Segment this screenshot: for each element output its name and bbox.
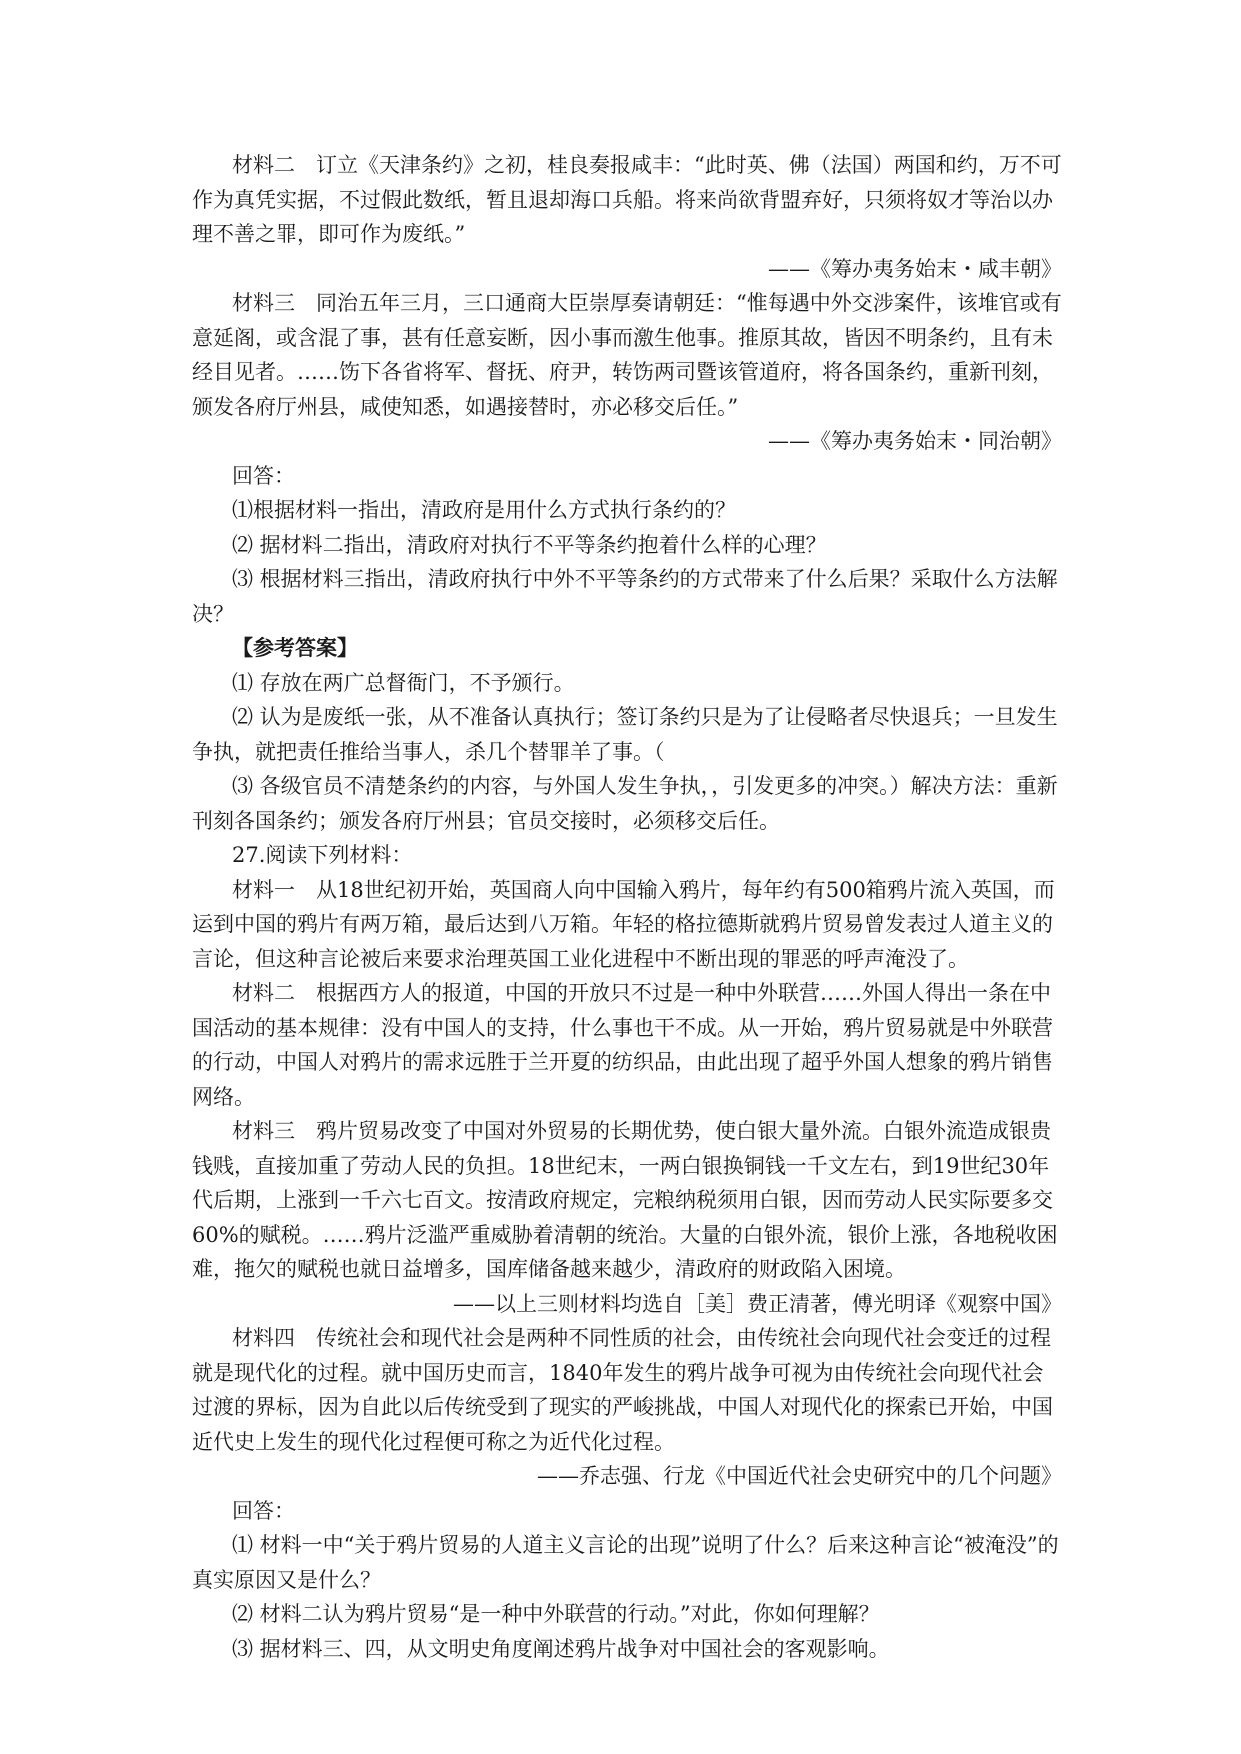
question-3: ⑶ 根据材料三指出，清政府执行中外不平等条约的方式带来了什么后果？采取什么方法解决？ [192,567,1058,626]
answer-3: ⑶ 各级官员不清楚条约的内容，与外国人发生争执，，引发更多的冲突。）解决方法：重新刊刻各国条约；颁发各府厅州县；官员交接时，必须移交后任。 [192,774,1058,833]
answer-1: ⑴ 存放在两广总督衙门，不予颁行。 [232,670,575,695]
answer-prompt: 回答： [232,463,295,488]
question-3: ⑶ 据材料三、四，从文明史角度阐述鸦片战争对中国社会的客观影响。 [232,1636,890,1661]
question-27-heading: 27.阅读下列材料： [232,843,413,867]
source-citation: ——《筹办夷务始末・同治朝》 [768,429,1062,453]
question-2: ⑵ 据材料二指出，清政府对执行不平等条约抱着什么样的心理？ [232,532,827,557]
answer-prompt: 回答： [232,1498,295,1523]
answer-2: ⑵ 认为是废纸一张，从不准备认真执行；签订条约只是为了让侵略者尽快退兵；一旦发生争执，就把责任推给当事人，杀几个替罪羊了事。（ [192,705,1058,764]
material-3-silver-paragraph: 材料三 鸦片贸易改变了中国对外贸易的长期优势，使白银大量外流。白银外流造成银贵钱贱，直接加重了劳动人民的负担。18世纪末，一两白银换铜钱一千文左右，到19世纪30年代后期，上涨到一千六七百文。按清政府规定，完粮纳税须用白银，因而劳动人民实际要多交60%的赋税。……鸦片泛滥严重威胁着清朝的统治。大量的白银外流，银价上涨，各地税收困难，拖欠的赋税也就日益增多，国库储备越来越少，清政府的财政陷入困境。 [192,1119,1058,1281]
material-4-modernization-paragraph: 材料四 传统社会和现代社会是两种不同性质的社会，由传统社会向现代社会变迁的过程就是现代化的过程。就中国历史而言，1840年发生的鸦片战争可视为由传统社会向现代社会过渡的界标，因为自此以后传统受到了现实的严峻挑战，中国人对现代化的探索已开始，中国近代史上发生的现代化过程便可称之为近代化过程。 [192,1326,1053,1454]
question-1: ⑴ 材料一中“关于鸦片贸易的人道主义言论的出现”说明了什么？后来这种言论“被淹没”的真实原因又是什么？ [192,1533,1059,1592]
material-2-treaty-paragraph: 材料二 订立《天津条约》之初，桂良奏报咸丰：“此时英、佛（法国）两国和约，万不可作为真凭实据，不过假此数纸，暂且退却海口兵船。将来尚欲背盟弃好，只须将奴才等治以办理不善之罪，即可作为废纸。” [192,153,1062,246]
question-2: ⑵ 材料二认为鸦片贸易“是一种中外联营的行动。”对此，你如何理解？ [232,1602,880,1626]
material-1-opium-paragraph: 材料一 从18世纪初开始，英国商人向中国输入鸦片，每年约有500箱鸦片流入英国，而运到中国的鸦片有两万箱，最后达到八万箱。年轻的格拉德斯就鸦片贸易曾发表过人道主义的言论，但这种言论被后来要求治理英国工业化进程中不断出现的罪恶的呼声淹没了。 [192,877,1055,971]
source-citation: ——乔志强、行龙《中国近代社会史研究中的几个问题》 [537,1464,1062,1488]
material-3-chonghou-paragraph: 材料三 同治五年三月，三口通商大臣崇厚奏请朝廷：“惟每遇中外交涉案件，该堆官或有意延阁，或含混了事，甚有任意妄断，因小事而激生他事。推原其故，皆因不明条约，且有未经目见者。……饬下各省将军、督抚、府尹，转饬两司暨该管道府，将各国条约，重新刊刻，颁发各府厅州县，咸使知悉，如遇接替时，亦必移交后任。” [192,291,1062,419]
reference-answer-title: 【参考答案】 [232,635,358,660]
source-citation: ——以上三则材料均选自［美］费正清著，傅光明译《观察中国》 [453,1291,1062,1316]
source-citation: ——《筹办夷务始末・咸丰朝》 [768,256,1062,281]
document-body [192,148,1062,1666]
question-1: ⑴根据材料一指出，清政府是用什么方式执行条约的？ [232,498,736,522]
material-2-joint-venture-paragraph: 材料二 根据西方人的报道，中国的开放只不过是一种中外联营……外国人得出一条在中国活动的基本规律：没有中国人的支持，什么事也干不成。从一开始，鸦片贸易就是中外联营的行动，中国人对鸦片的需求远胜于兰开夏的纺织品，由此出现了超乎外国人想象的鸦片销售网络。 [192,981,1053,1109]
